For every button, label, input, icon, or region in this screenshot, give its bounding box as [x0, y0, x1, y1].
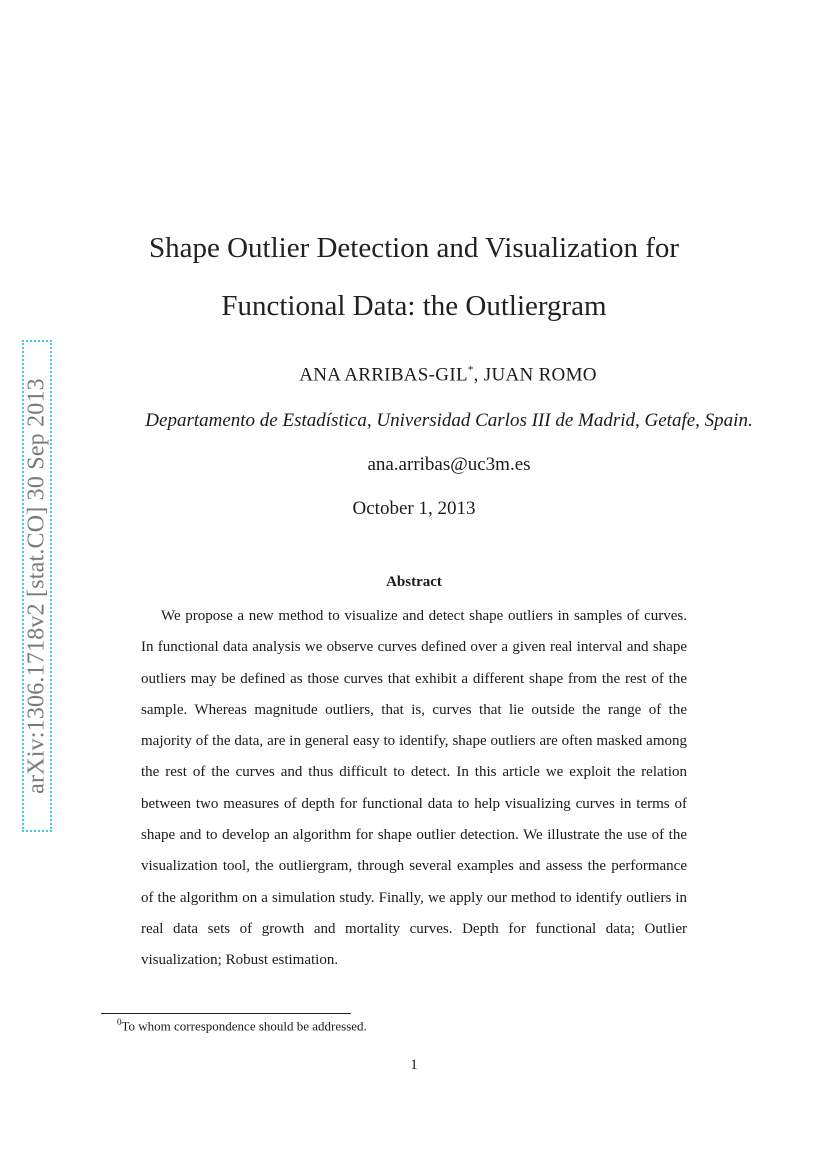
author-primary: ANA ARRIBAS-GIL: [299, 364, 468, 386]
author-secondary: , JUAN ROMO: [473, 364, 597, 386]
footnote: [117, 1017, 367, 1034]
affiliation: Departamento de Estadística, Universidad Carlos III de Madrid, Getafe, Spain.: [145, 410, 753, 431]
footnote-text: To whom correspondence should be addressed.: [121, 1018, 367, 1034]
paper-title-line-1: Shape Outlier Detection and Visualization for: [148, 232, 680, 264]
abstract-heading: Abstract: [386, 574, 442, 590]
page-number: 1: [410, 1057, 418, 1073]
paper-date: October 1, 2013: [352, 498, 476, 519]
author-email: ana.arribas@uc3m.es: [367, 454, 531, 475]
footnote-rule: [101, 1013, 351, 1014]
paper-title-line-2: Functional Data: the Outliergram: [221, 290, 607, 322]
arxiv-identifier: arXiv:1306.1718v2 [stat.CO] 30 Sep 2013: [23, 378, 50, 794]
authors: [0, 364, 828, 386]
author-marker: *: [467, 364, 474, 376]
footnote-marker: 0: [117, 1017, 122, 1027]
abstract-body: We propose a new method to visualize and detect shape outliers in samples of curves. In functional data analysis we observe curves defined over a given real interval and shape outliers may be defined as those curves that exhibit a different shape from the rest of the sample. Whereas magnitude outliers, that is, curves that lie outside the range of the majority of the data, are in general easy to identify, shape outliers are often masked among the rest of the curves and thus difficult to detect. In this article we exploit the relation between two measures of depth for functional data to help visualizing curves in terms of shape and to develop an algorithm for shape outlier detection. We illustrate the use of the visualization tool, the outliergram, through several examples and assess the performance of the algorithm on a simulation study. Finally, we apply our method to identify outliers in real data sets of growth and mortality curves. Depth for functional data; Outlier visualization; Robust estimation.: [141, 608, 687, 969]
